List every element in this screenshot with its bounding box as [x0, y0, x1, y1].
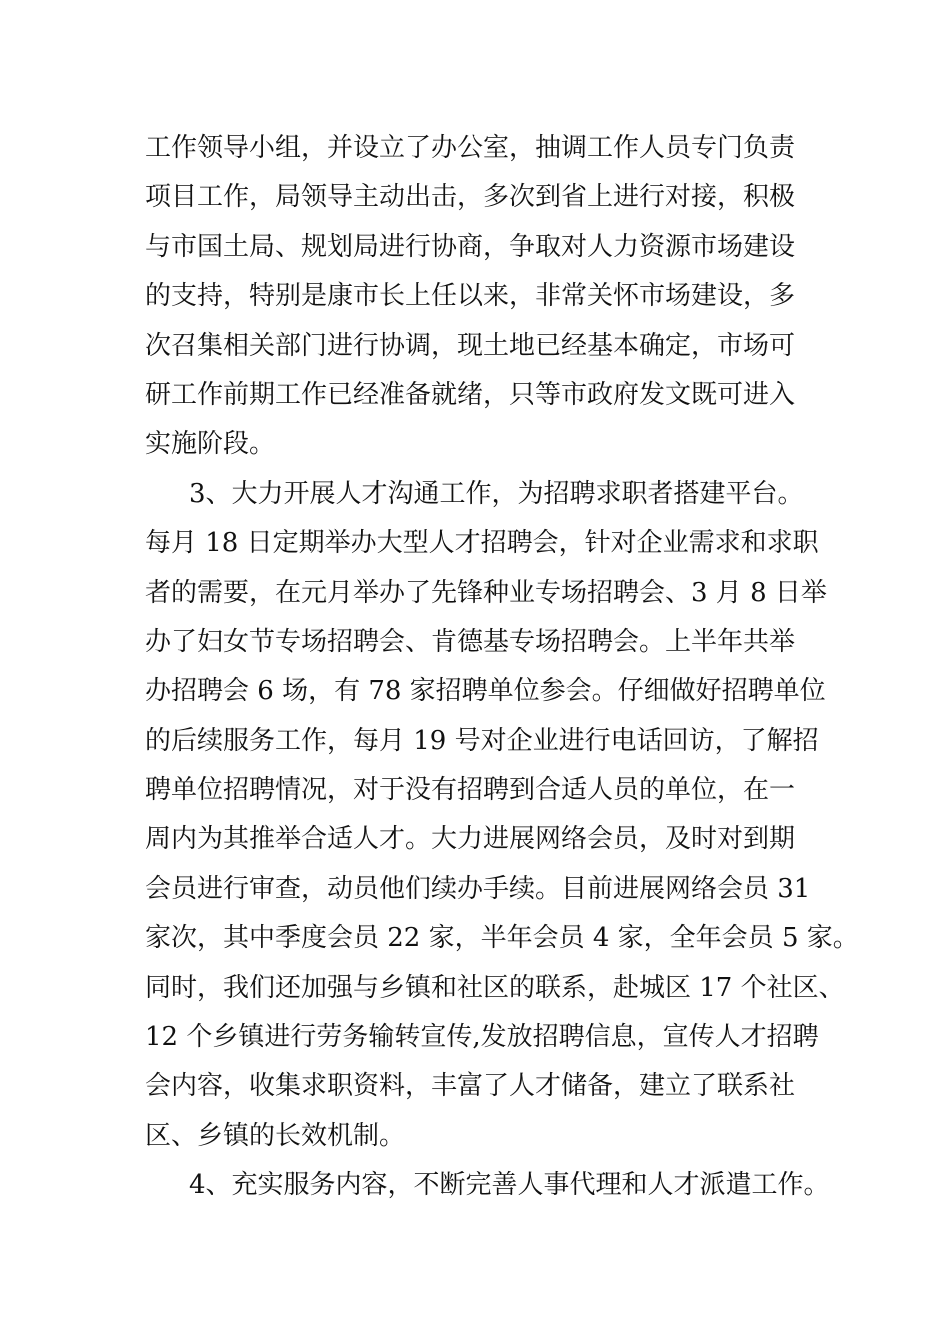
body-text: [145, 124, 859, 1211]
text-line-2: 项目工作，局领导主动出击，多次到省上进行对接，积极: [145, 182, 796, 213]
text-line-17: 家次，其中季度会员 22 家，半年会员 4 家，全年会员 5 家。: [145, 923, 859, 954]
text-line-20: 会内容，收集求职资料，丰富了人才储备，建立了联系社: [145, 1071, 796, 1102]
text-line-5: 次召集相关部门进行协调，现土地已经基本确定，市场可: [145, 330, 796, 361]
text-line-6: 研工作前期工作已经准备就绪，只等市政府发文既可进入: [145, 379, 796, 410]
text-line-4: 的支持，特别是康市长上任以来，非常关怀市场建设，多: [145, 281, 796, 312]
text-line-19: 12 个乡镇进行劳务输转宣传,发放招聘信息，宣传人才招聘: [145, 1022, 819, 1053]
text-line-15: 周内为其推举合适人才。大力进展网络会员，及时对到期: [145, 824, 796, 855]
text-line-18: 同时，我们还加强与乡镇和社区的联系，赴城区 17 个社区、: [145, 972, 845, 1003]
section-heading-4: 4、充实服务内容，不断完善人事代理和人才派遣工作。: [189, 1170, 830, 1201]
text-line-14: 聘单位招聘情况，对于没有招聘到合适人员的单位，在一: [145, 775, 796, 806]
text-line-1: 工作领导小组，并设立了办公室，抽调工作人员专门负责: [145, 133, 796, 163]
text-line-12: 办招聘会 6 场，有 78 家招聘单位参会。仔细做好招聘单位: [145, 676, 826, 707]
text-line-21: 区、乡镇的长效机制。: [145, 1120, 406, 1151]
section-heading-3: 3、大力开展人才沟通工作，为招聘求职者搭建平台。: [189, 478, 804, 509]
text-line-10: 者的需要，在元月举办了先锋种业专场招聘会、3 月 8 日举: [145, 577, 827, 608]
text-line-11: 办了妇女节专场招聘会、肯德基专场招聘会。上半年共举: [145, 626, 796, 657]
text-line-16: 会员进行审查，动员他们续办手续。目前进展网络会员 31: [145, 873, 811, 904]
text-line-7: 实施阶段。: [145, 429, 276, 460]
text-line-13: 的后续服务工作，每月 19 号对企业进行电话回访，了解招: [145, 725, 819, 756]
text-line-3: 与市国土局、规划局进行协商，争取对人力资源市场建设: [145, 231, 796, 262]
text-line-9: 每月 18 日定期举办大型人才招聘会，针对企业需求和求职: [145, 528, 819, 559]
